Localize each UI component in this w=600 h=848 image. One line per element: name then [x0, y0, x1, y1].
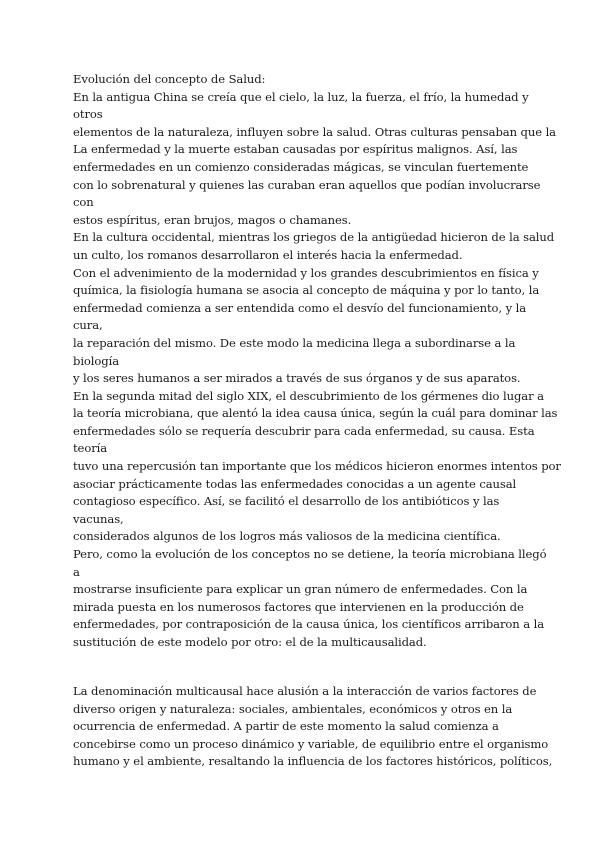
text-line: En la segunda mitad del siglo XIX, el descubrimiento de los gérmenes dio lugar a	[73, 388, 544, 403]
text-line: a	[73, 564, 80, 579]
paragraph-2	[73, 683, 553, 771]
text-line: vacunas,	[73, 511, 124, 526]
text-line: Evolución del concepto de Salud:	[73, 72, 266, 86]
text-line: un culto, los romanos desarrollaron el interés hacia la enfermedad.	[73, 247, 463, 262]
text-line: mostrarse insuficiente para explicar un gran número de enfermedades. Con la	[73, 582, 528, 597]
text-line: La enfermedad y la muerte estaban causadas por espíritus malignos. Así, las	[73, 142, 518, 157]
text-line: Con el advenimiento de la modernidad y los grandes descubrimientos en física y	[73, 265, 539, 280]
text-line: diverso origen y naturaleza: sociales, ambientales, económicos y otros en la	[73, 701, 513, 716]
text-line: química, la fisiología humana se asocia al concepto de máquina y por lo tanto, la	[73, 283, 540, 298]
text-line: biología	[73, 353, 120, 368]
text-line: elementos de la naturaleza, influyen sobre la salud. Otras culturas pensaban que la	[73, 124, 556, 139]
text-line: enfermedades, por contraposición de la causa única, los científicos arribaron a la	[73, 617, 545, 632]
text-line: sustitución de este modelo por otro: el de la multicausalidad.	[73, 635, 427, 649]
text-line: la reparación del mismo. De este modo la medicina llega a subordinarse a la	[73, 335, 516, 350]
text-line: ocurrencia de enfermedad. A partir de este momento la salud comienza a	[73, 719, 499, 734]
text-line: con	[73, 195, 94, 210]
text-line: otros	[73, 107, 103, 122]
text-line: con lo sobrenatural y quienes las curaban eran aquellos que podían involucrarse	[73, 177, 541, 192]
text-line: y los seres humanos a ser mirados a través de sus órganos y de sus aparatos.	[73, 371, 521, 386]
text-line: La denominación multicausal hace alusión a la interacción de varios factores de	[73, 684, 537, 698]
text-line: cura,	[73, 318, 103, 333]
text-line: enfermedades sólo se requería descubrir para cada enfermedad, su causa. Esta	[73, 423, 535, 438]
text-line: En la cultura occidental, mientras los griegos de la antigüedad hicieron de la salud	[73, 230, 555, 245]
text-line: mirada puesta en los numerosos factores que intervienen en la producción de	[73, 599, 524, 614]
text-line: asociar prácticamente todas las enfermedades conocidas a un agente causal	[73, 476, 517, 491]
text-line: teoría	[73, 441, 108, 456]
text-line: Pero, como la evolución de los conceptos no se detiene, la teoría microbiana llegó	[73, 547, 547, 562]
text-line: contagioso específico. Así, se facilitó el desarrollo de los antibióticos y las	[73, 494, 500, 509]
paragraph-1	[73, 71, 561, 652]
text-line: enfermedades en un comienzo consideradas mágicas, se vinculan fuertemente	[73, 159, 529, 174]
text-line: En la antigua China se creía que el cielo, la luz, la fuerza, el frío, la humedad y	[73, 89, 529, 104]
text-line: concebirse como un proceso dinámico y variable, de equilibrio entre el organismo	[73, 736, 549, 751]
text-line: estos espíritus, eran brujos, magos o chamanes.	[73, 212, 352, 227]
text-line: tuvo una repercusión tan importante que los médicos hicieron enormes intentos por	[73, 459, 561, 474]
text-line: enfermedad comienza a ser entendida como el desvío del funcionamiento, y la	[73, 300, 527, 315]
text-line: la teoría microbiana, que alentó la idea causa única, según la cuál para dominar las	[73, 406, 558, 421]
text-line: considerados algunos de los logros más valiosos de la medicina científica.	[73, 529, 501, 544]
text-line: humano y el ambiente, resaltando la influencia de los factores históricos, políticos,	[73, 754, 553, 769]
